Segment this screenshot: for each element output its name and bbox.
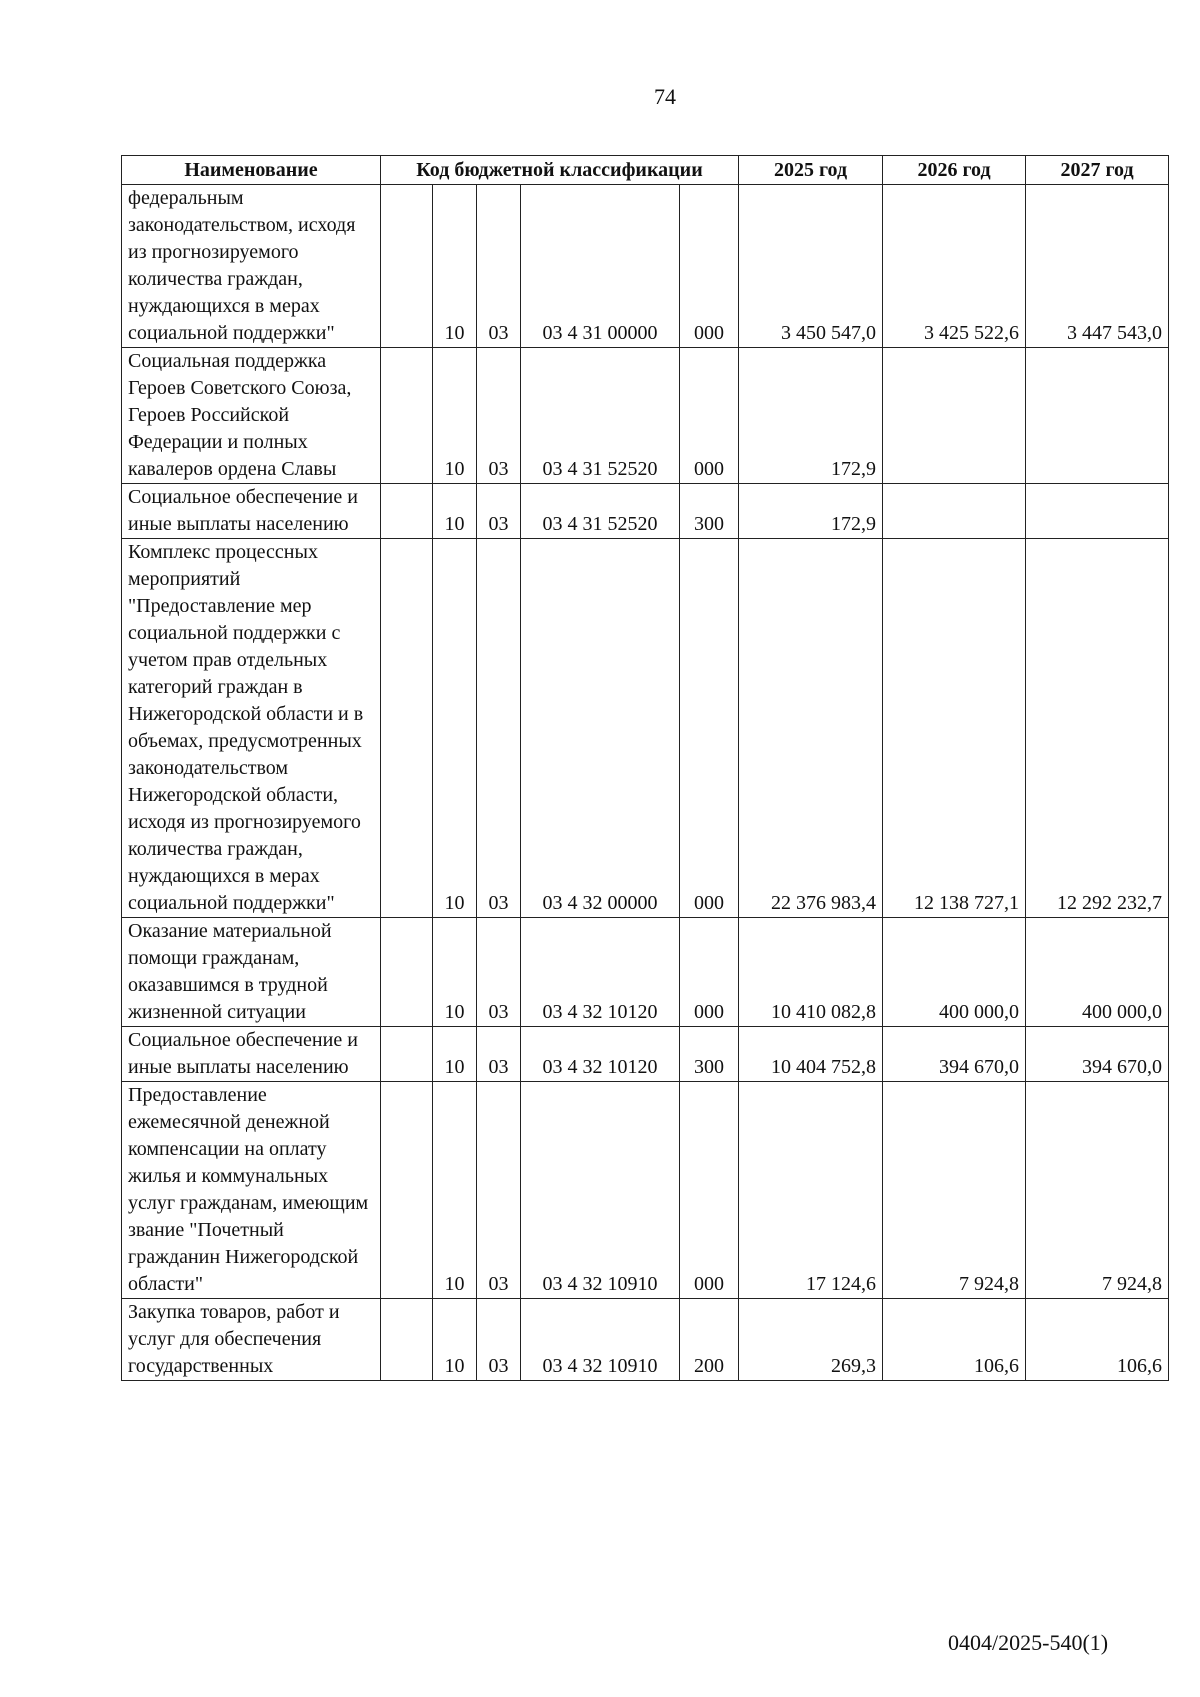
code-target-article: 03 4 31 52520 bbox=[521, 348, 680, 484]
row-name: федеральным законодательством, исходя из прогнозируемого количества граждан, нуждающихся в мерах социальной поддержки" bbox=[122, 185, 381, 348]
amount-2027: 400 000,0 bbox=[1026, 918, 1169, 1027]
table-row bbox=[122, 1027, 1169, 1082]
code-section: 10 bbox=[433, 539, 477, 918]
amount-2027: 106,6 bbox=[1026, 1299, 1169, 1381]
amount-2027: 12 292 232,7 bbox=[1026, 539, 1169, 918]
code-subsection: 03 bbox=[477, 539, 521, 918]
amount-2025: 3 450 547,0 bbox=[739, 185, 883, 348]
code-subsection: 03 bbox=[477, 1027, 521, 1082]
code-target-article: 03 4 32 10910 bbox=[521, 1299, 680, 1381]
code-target-article: 03 4 32 10120 bbox=[521, 918, 680, 1027]
code-subsection: 03 bbox=[477, 185, 521, 348]
code-empty-cell bbox=[381, 1027, 433, 1082]
code-section: 10 bbox=[433, 484, 477, 539]
code-empty-cell bbox=[381, 918, 433, 1027]
amount-2025: 10 410 082,8 bbox=[739, 918, 883, 1027]
table-row bbox=[122, 348, 1169, 484]
code-subsection: 03 bbox=[477, 1299, 521, 1381]
code-target-article: 03 4 31 00000 bbox=[521, 185, 680, 348]
code-empty-cell bbox=[381, 539, 433, 918]
amount-2025: 172,9 bbox=[739, 348, 883, 484]
code-target-article: 03 4 32 10120 bbox=[521, 1027, 680, 1082]
row-name: Оказание материальной помощи гражданам, оказавшимся в трудной жизненной ситуации bbox=[122, 918, 381, 1027]
amount-2027: 3 447 543,0 bbox=[1026, 185, 1169, 348]
table-row bbox=[122, 1082, 1169, 1299]
code-target-article: 03 4 32 00000 bbox=[521, 539, 680, 918]
amount-2025: 10 404 752,8 bbox=[739, 1027, 883, 1082]
code-expense-type: 000 bbox=[680, 1082, 739, 1299]
amount-2026: 3 425 522,6 bbox=[883, 185, 1026, 348]
code-section: 10 bbox=[433, 185, 477, 348]
code-expense-type: 000 bbox=[680, 348, 739, 484]
header-name: Наименование bbox=[122, 156, 381, 185]
document-id: 0404/2025-540(1) bbox=[948, 1630, 1109, 1655]
amount-2026: 7 924,8 bbox=[883, 1082, 1026, 1299]
table-row bbox=[122, 918, 1169, 1027]
amount-2025: 17 124,6 bbox=[739, 1082, 883, 1299]
row-name: Предоставление ежемесячной денежной компенсации на оплату жилья и коммунальных услуг гражданам, имеющим звание "Почетный гражданин Нижегородской области" bbox=[122, 1082, 381, 1299]
amount-2027 bbox=[1026, 484, 1169, 539]
header-2026: 2026 год bbox=[883, 156, 1026, 185]
amount-2025: 269,3 bbox=[739, 1299, 883, 1381]
code-expense-type: 000 bbox=[680, 918, 739, 1027]
code-expense-type: 200 bbox=[680, 1299, 739, 1381]
table-row bbox=[122, 185, 1169, 348]
table-row bbox=[122, 539, 1169, 918]
row-name: Закупка товаров, работ и услуг для обеспечения государственных bbox=[122, 1299, 381, 1381]
code-subsection: 03 bbox=[477, 348, 521, 484]
amount-2026: 106,6 bbox=[883, 1299, 1026, 1381]
amount-2026: 394 670,0 bbox=[883, 1027, 1026, 1082]
code-expense-type: 000 bbox=[680, 539, 739, 918]
amount-2027: 7 924,8 bbox=[1026, 1082, 1169, 1299]
row-name: Социальное обеспечение и иные выплаты населению bbox=[122, 484, 381, 539]
code-expense-type: 300 bbox=[680, 1027, 739, 1082]
code-empty-cell bbox=[381, 348, 433, 484]
header-2027: 2027 год bbox=[1026, 156, 1169, 185]
code-section: 10 bbox=[433, 1027, 477, 1082]
amount-2025: 22 376 983,4 bbox=[739, 539, 883, 918]
code-subsection: 03 bbox=[477, 918, 521, 1027]
code-section: 10 bbox=[433, 1082, 477, 1299]
code-target-article: 03 4 31 52520 bbox=[521, 484, 680, 539]
row-name: Комплекс процессных мероприятий "Предоставление мер социальной поддержки с учетом прав отдельных категорий граждан в Нижегородской области и в объемах, предусмотренных законодательством Нижегородской области, исходя из прогнозируемого количества граждан, нуждающихся в мерах социальной поддержки" bbox=[122, 539, 381, 918]
code-section: 10 bbox=[433, 1299, 477, 1381]
code-empty-cell bbox=[381, 1299, 433, 1381]
code-expense-type: 300 bbox=[680, 484, 739, 539]
amount-2026: 400 000,0 bbox=[883, 918, 1026, 1027]
amount-2027 bbox=[1026, 348, 1169, 484]
amount-2026 bbox=[883, 348, 1026, 484]
code-empty-cell bbox=[381, 484, 433, 539]
code-section: 10 bbox=[433, 918, 477, 1027]
amount-2027: 394 670,0 bbox=[1026, 1027, 1169, 1082]
table-row bbox=[122, 484, 1169, 539]
budget-table bbox=[121, 155, 1169, 1381]
code-subsection: 03 bbox=[477, 484, 521, 539]
amount-2026: 12 138 727,1 bbox=[883, 539, 1026, 918]
code-target-article: 03 4 32 10910 bbox=[521, 1082, 680, 1299]
row-name: Социальное обеспечение и иные выплаты населению bbox=[122, 1027, 381, 1082]
code-section: 10 bbox=[433, 348, 477, 484]
amount-2025: 172,9 bbox=[739, 484, 883, 539]
code-empty-cell bbox=[381, 1082, 433, 1299]
table-body bbox=[122, 185, 1169, 1381]
header-code: Код бюджетной классификации bbox=[381, 156, 739, 185]
row-name: Социальная поддержка Героев Советского Союза, Героев Российской Федерации и полных кавалеров ордена Славы bbox=[122, 348, 381, 484]
page-number: 74 bbox=[654, 84, 676, 109]
code-subsection: 03 bbox=[477, 1082, 521, 1299]
table-header-row bbox=[122, 156, 1169, 185]
code-expense-type: 000 bbox=[680, 185, 739, 348]
code-empty-cell bbox=[381, 185, 433, 348]
table-row bbox=[122, 1299, 1169, 1381]
header-2025: 2025 год bbox=[739, 156, 883, 185]
amount-2026 bbox=[883, 484, 1026, 539]
